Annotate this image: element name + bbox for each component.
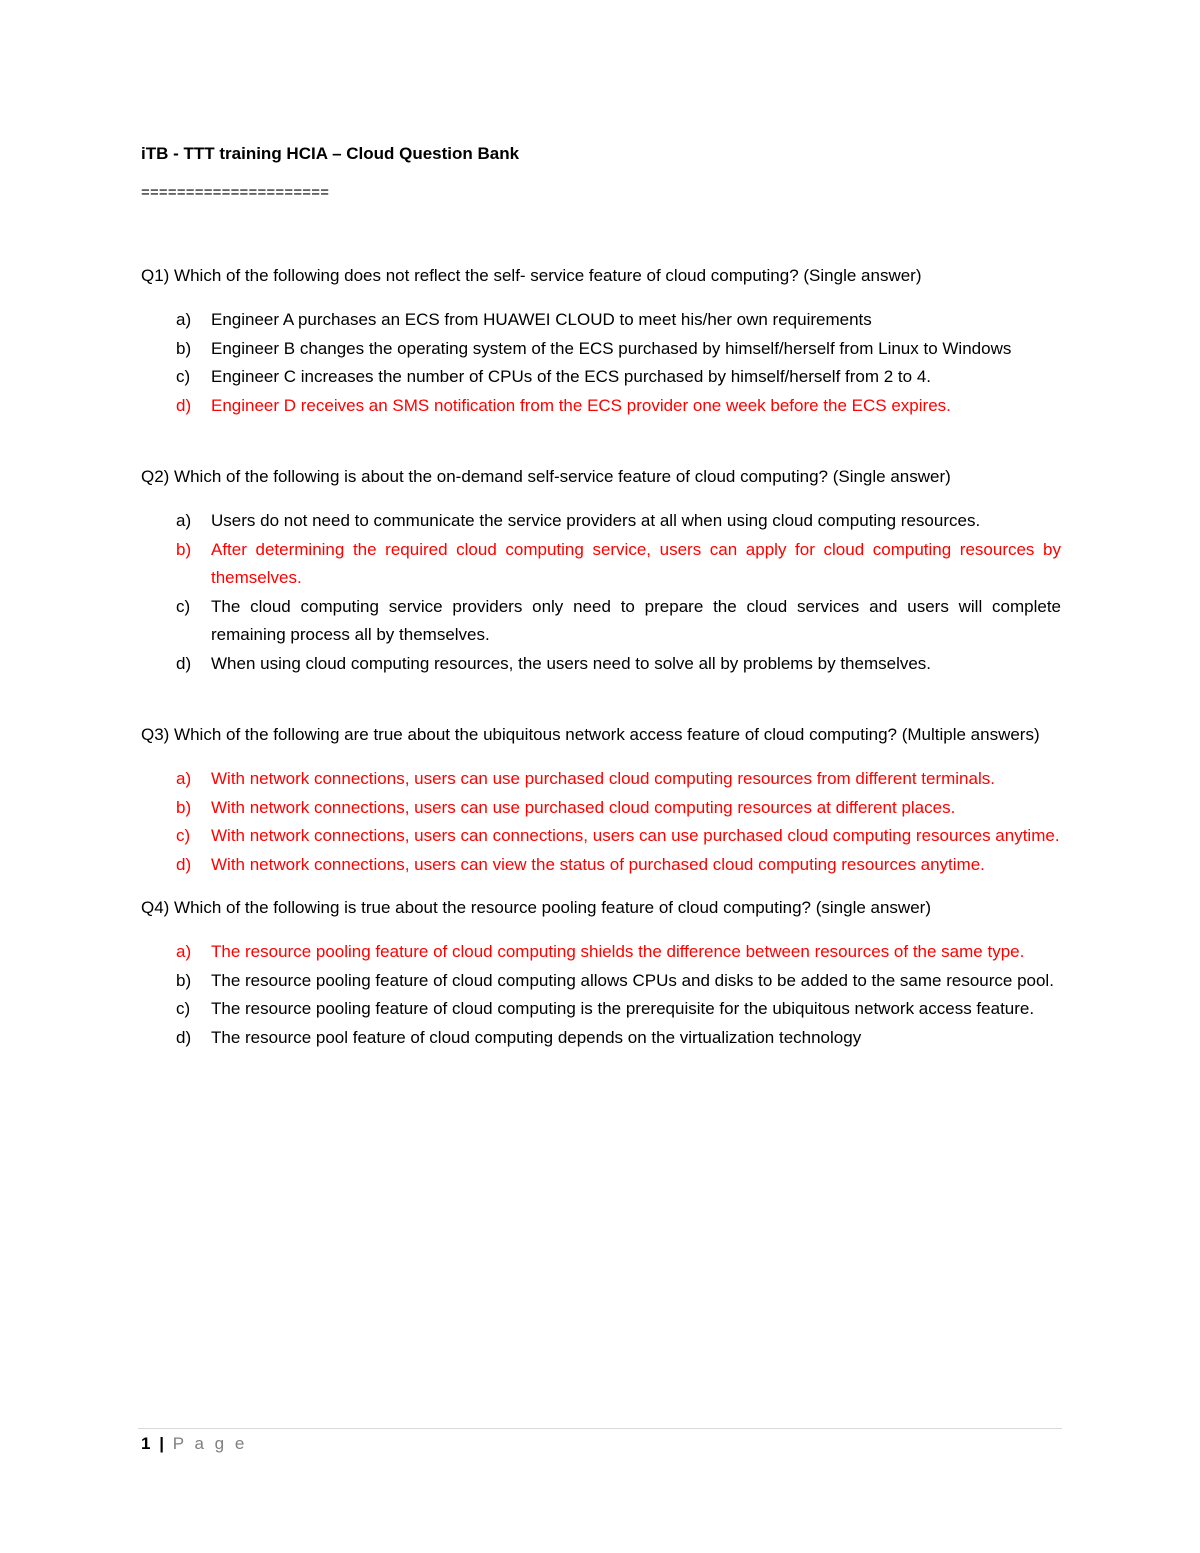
option-text: Engineer B changes the operating system of the ECS purchased by himself/herself from Linux to Windows [211,338,1012,358]
q3-option-b [141,794,1061,823]
option-letter: d) [176,395,192,415]
option-letter: d) [176,854,192,874]
option-text: Users do not need to communicate the service providers at all when using cloud computing resources. [211,511,981,530]
option-text: Engineer A purchases an ECS from HUAWEI CLOUD to meet his/her own requirements [211,310,872,329]
question-1: Q1) Which of the following does not reflect the self- service feature of cloud computing? (Single answer) [141,266,922,285]
question-4-options [141,938,1061,1052]
q3-option-a [141,765,1061,794]
option-text: The resource pooling feature of cloud computing allows CPUs and disks to be added to the same resource pool. [211,970,1054,990]
option-text: The resource pool feature of cloud computing depends on the virtualization technology [211,1027,862,1047]
option-text: Engineer D receives an SMS notification from the ECS provider one week before the ECS expires. [211,395,951,415]
title-separator: ===================== [141,184,330,201]
option-letter: c) [176,367,191,386]
q1-option-a [141,306,1061,335]
page-number: 1 [141,1434,151,1453]
q4-option-d [141,1024,1061,1053]
option-text: With network connections, users can use purchased cloud computing resources from different terminals. [211,769,995,788]
option-letter: a) [176,511,192,530]
footer-divider [138,1428,1062,1429]
question-2: Q2) Which of the following is about the on-demand self-service feature of cloud computing? (Single answer) [141,467,951,486]
question-3-options [141,765,1061,879]
q4-option-c [141,995,1061,1024]
question-4: Q4) Which of the following is true about the resource pooling feature of cloud computing? (single answer) [141,898,931,917]
document-page [141,140,1061,1052]
q2-option-b [141,536,1061,593]
option-text: When using cloud computing resources, the users need to solve all by problems by themselves. [211,653,932,673]
q4-option-a [141,938,1061,967]
option-text: Engineer C increases the number of CPUs of the ECS purchased by himself/herself from 2 to 4. [211,367,932,386]
page-footer [141,1432,247,1456]
option-letter: c) [176,596,191,616]
option-text: With network connections, users can connections, users can use purchased cloud computing resources anytime. [211,826,1060,845]
option-text: The resource pooling feature of cloud computing shields the difference between resources of the same type. [211,942,1025,961]
option-letter: a) [176,942,192,961]
option-letter: c) [176,999,191,1018]
question-3: Q3) Which of the following are true about the ubiquitous network access feature of cloud computing? (Multiple answers) [141,725,1040,744]
option-letter: d) [176,1027,192,1047]
q4-option-b [141,967,1061,996]
option-letter: c) [176,826,191,845]
q1-option-c [141,363,1061,392]
footer-separator: | [159,1434,164,1453]
option-letter: a) [176,310,192,329]
option-text: With network connections, users can use purchased cloud computing resources at different places. [211,797,956,817]
option-letter: b) [176,797,192,817]
q3-option-d [141,851,1061,880]
q2-option-d [141,650,1061,679]
document-title: iTB - TTT training HCIA – Cloud Question Bank [141,144,520,163]
q1-option-b [141,335,1061,364]
option-letter: b) [176,338,192,358]
option-letter: d) [176,653,192,673]
q2-option-a [141,507,1061,536]
question-1-options [141,306,1061,420]
page-label: P a g e [172,1434,248,1453]
option-text: The resource pooling feature of cloud computing is the prerequisite for the ubiquitous network access feature. [211,999,1035,1018]
option-text: After determining the required cloud computing service, users can apply for cloud computing resources by themselves. [211,539,1061,587]
option-letter: b) [176,970,192,990]
option-text: The cloud computing service providers only need to prepare the cloud services and users will complete remaining process all by themselves. [211,596,1061,644]
question-2-options [141,507,1061,678]
q3-option-c [141,822,1061,851]
q1-option-d [141,392,1061,421]
option-letter: a) [176,769,192,788]
option-letter: b) [176,539,192,559]
option-text: With network connections, users can view the status of purchased cloud computing resources anytime. [211,854,985,874]
q2-option-c [141,593,1061,650]
